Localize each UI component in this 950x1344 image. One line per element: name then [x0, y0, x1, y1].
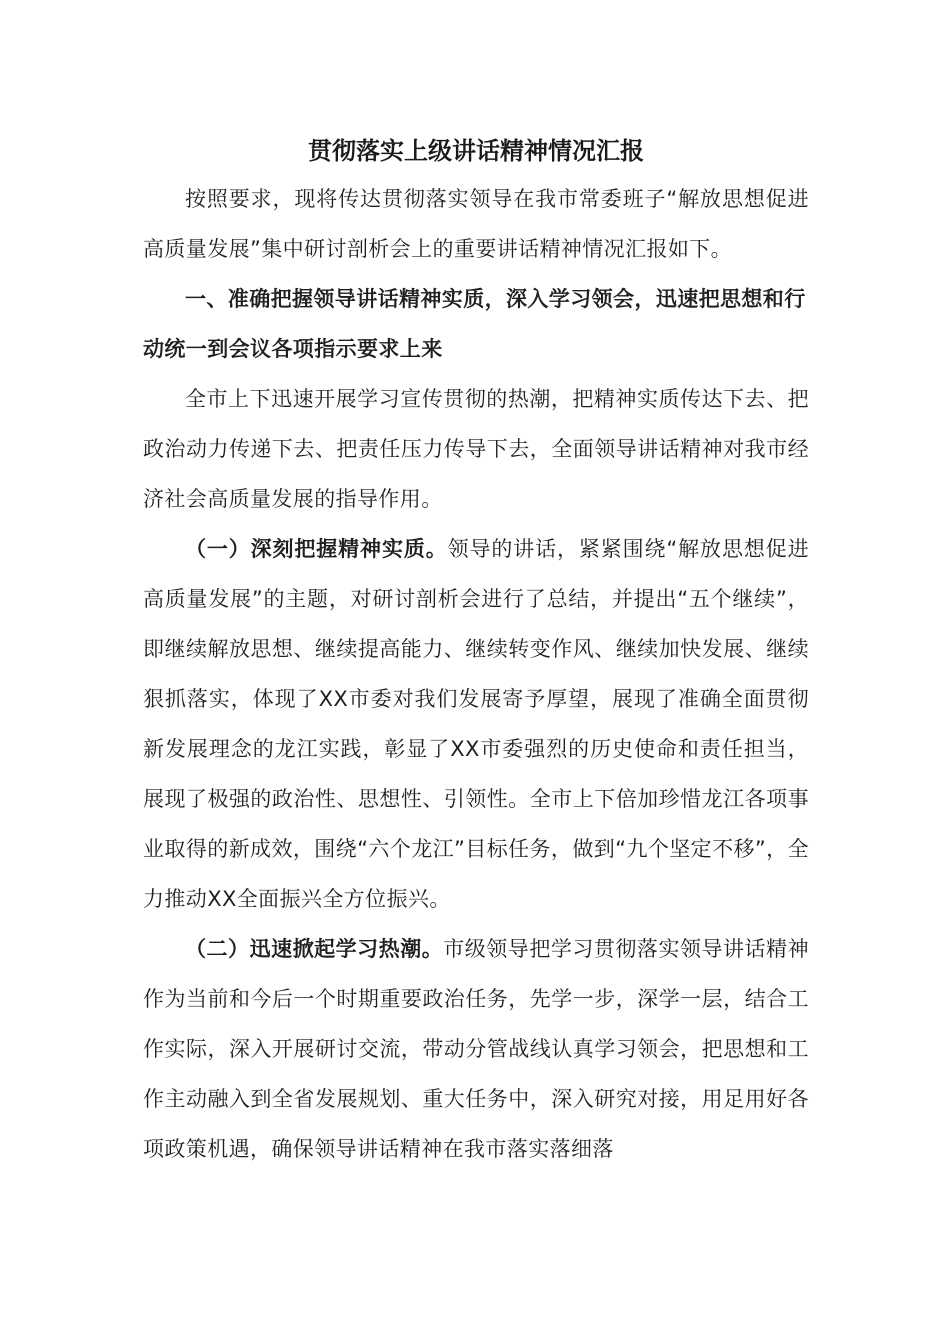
section-1-heading: 一、准确把握领导讲话精神实质，深入学习领会，迅速把思想和行动统一到会议各项指示要求上来: [143, 287, 806, 361]
item-2-paragraph: [143, 924, 809, 1174]
item-1-paragraph: [143, 524, 809, 924]
section-1-paragraph: 全市上下迅速开展学习宣传贯彻的热潮，把精神实质传达下去、把政治动力传递下去、把责任压力传导下去，全面领导讲话精神对我市经济社会高质量发展的指导作用。: [143, 387, 809, 511]
item-1-body: 领导的讲话，紧紧围绕“解放思想促进高质量发展”的主题，对研讨剖析会进行了总结，并提出“五个继续”，即继续解放思想、继续提高能力、继续转变作风、继续加快发展、继续狠抓落实，体现了XX市委对我们发展寄予厚望，展现了准确全面贯彻新发展理念的龙江实践，彰显了XX市委强烈的历史使命和责任担当，展现了极强的政治性、思想性、引领性。全市上下倍加珍惜龙江各项事业取得的新成效，围绕“六个龙江”目标任务，做到“九个坚定不移”，全力推动XX全面振兴全方位振兴。: [143, 537, 809, 911]
document-title: 贯彻落实上级讲话精神情况汇报: [308, 137, 644, 165]
item-1-lead: （一）深刻把握精神实质。: [185, 537, 448, 561]
document-body: [143, 128, 809, 1174]
intro-paragraph: 按照要求，现将传达贯彻落实领导在我市常委班子“解放思想促进高质量发展”集中研讨剖析会上的重要讲话精神情况汇报如下。: [143, 187, 809, 261]
item-2-lead: （二）迅速掀起学习热潮。: [185, 937, 444, 961]
item-2-body: 市级领导把学习贯彻落实领导讲话精神作为当前和今后一个时期重要政治任务，先学一步，深学一层，结合工作实际，深入开展研讨交流，带动分管战线认真学习领会，把思想和工作主动融入到全省发展规划、重大任务中，深入研究对接，用足用好各项政策机遇，确保领导讲话精神在我市落实落细落: [143, 937, 809, 1161]
